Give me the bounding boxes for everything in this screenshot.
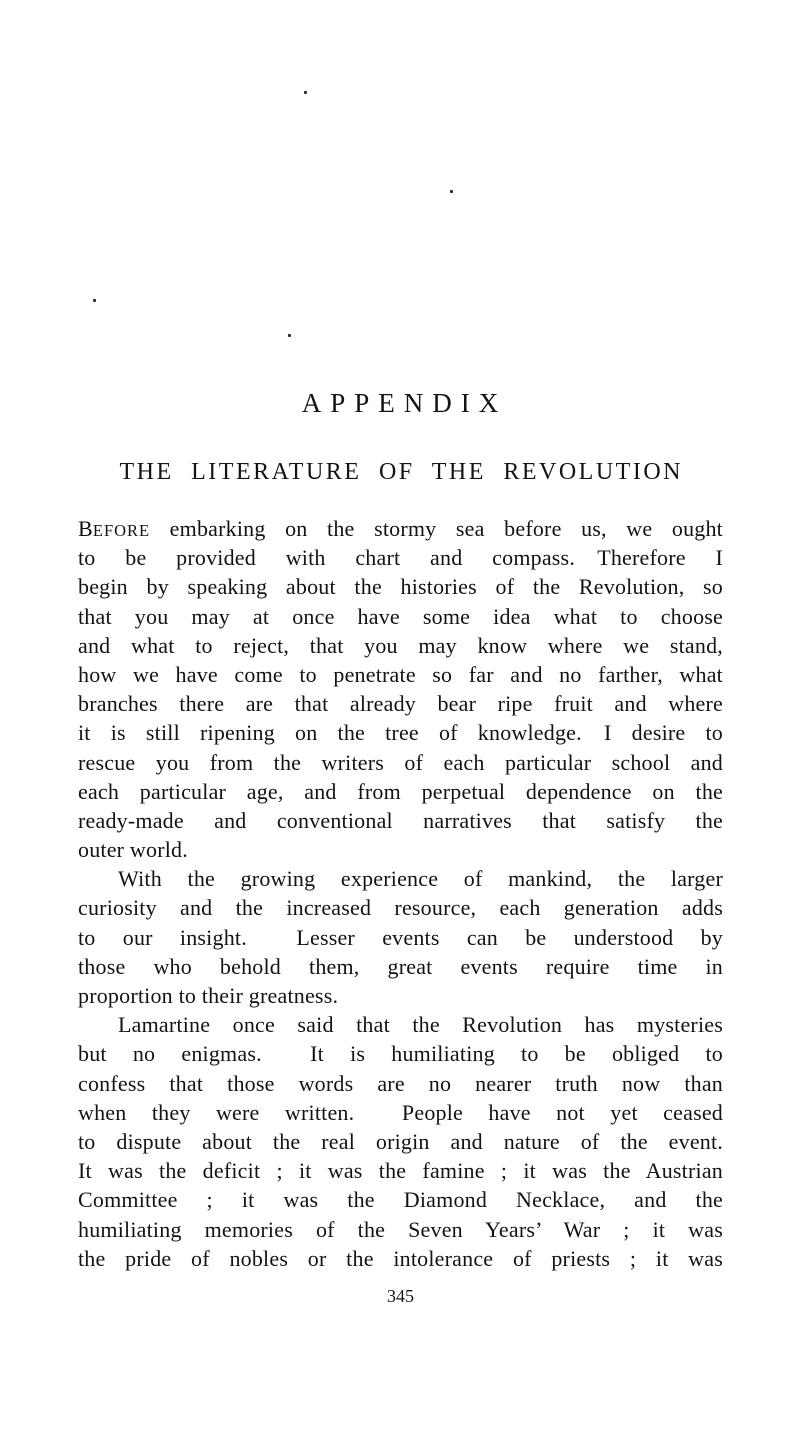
text-line: Committee ; it was the Diamond Necklace, and the bbox=[78, 1187, 723, 1213]
text-line: With the growing experience of mankind, the larger bbox=[118, 866, 723, 892]
line-text: embarking on the stormy sea before us, we ought bbox=[150, 516, 723, 541]
text-line: proportion to their greatness. bbox=[78, 983, 339, 1008]
text-line: that you may at once have some idea what to choose bbox=[78, 603, 723, 629]
text-line: each particular age, and from perpetual dependence on the bbox=[78, 778, 723, 804]
text-line: when they were written. People have not yet ceased bbox=[78, 1099, 723, 1125]
text-line: but no enigmas. It is humiliating to be obliged to bbox=[78, 1041, 723, 1067]
scan-speck-1 bbox=[304, 91, 307, 94]
text-line: curiosity and the increased resource, each generation adds bbox=[78, 895, 723, 921]
appendix-title: APPENDIX bbox=[301, 388, 508, 418]
page-number: 345 bbox=[387, 1286, 414, 1306]
text-line: rescue you from the writers of each particular school and bbox=[78, 749, 723, 775]
text-line: how we have come to penetrate so far and no farther, what bbox=[78, 661, 723, 687]
scan-speck-4 bbox=[288, 334, 291, 337]
text-line: confess that those words are no nearer truth now than bbox=[78, 1070, 723, 1096]
text-line: Lamartine once said that the Revolution has mysteries bbox=[118, 1012, 723, 1038]
text-line: It was the deficit ; it was the famine ; it was the Austrian bbox=[78, 1158, 723, 1184]
text-line: branches there are that already bear ripe fruit and where bbox=[78, 691, 723, 717]
text-line: the pride of nobles or the intolerance of priests ; it was bbox=[78, 1245, 723, 1271]
text-line: ready-made and conventional narratives that satisfy the bbox=[78, 807, 723, 833]
text-line: outer world. bbox=[78, 837, 188, 863]
text-line: begin by speaking about the histories of the Revolution, so bbox=[78, 574, 723, 600]
text-line bbox=[78, 514, 723, 543]
text-line: it is still ripening on the tree of knowledge. I desire to bbox=[78, 720, 723, 746]
text-line: to be provided with chart and compass. Therefore I bbox=[78, 545, 723, 571]
scan-speck-3 bbox=[93, 299, 96, 302]
text-line: humiliating memories of the Seven Years’ War ; it was bbox=[78, 1216, 723, 1242]
text-line: to our insight. Lesser events can be understood by bbox=[78, 924, 723, 950]
text-line: those who behold them, great events require time in bbox=[78, 953, 723, 979]
text-line: and what to reject, that you may know where we stand, bbox=[78, 632, 723, 658]
body-text bbox=[78, 514, 723, 1273]
lead-smallcaps: EFORE bbox=[92, 521, 151, 540]
scan-speck-2 bbox=[450, 190, 453, 193]
chapter-title: THE LITERATURE OF THE REVOLUTION bbox=[119, 459, 683, 485]
text-line: to dispute about the real origin and nature of the event. bbox=[78, 1128, 723, 1154]
lead-initial: B bbox=[78, 516, 93, 541]
